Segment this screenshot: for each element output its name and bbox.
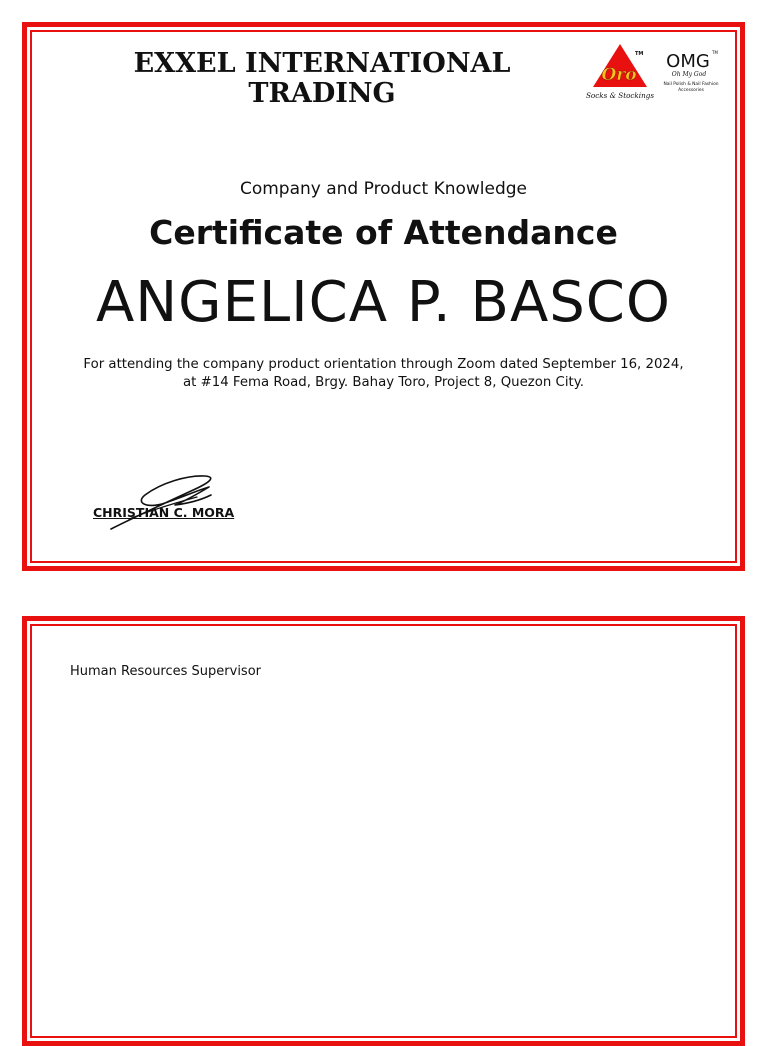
oro-logo-tagline: Socks & Stockings <box>585 91 655 100</box>
omg-logo-brand: OMG <box>666 51 710 72</box>
signatory-name: CHRISTIAN C. MORA <box>93 505 235 520</box>
certificate-title: Certificate of Attendance <box>149 213 618 252</box>
company-name: EXXEL INTERNATIONAL TRADING <box>133 49 511 106</box>
omg-logo-tagline-1: Nail Polish & Nail Fashion <box>663 82 719 87</box>
oro-logo <box>585 41 655 101</box>
recipient-name: ANGELICA P. BASCO <box>95 270 671 335</box>
handwritten-signature <box>105 467 215 531</box>
omg-logo-trademark: TM <box>712 50 718 55</box>
oro-logo-trademark: TM <box>635 51 644 57</box>
signature-stroke <box>111 476 211 529</box>
attendance-description <box>57 356 710 392</box>
certificate-page-1 <box>22 22 745 571</box>
omg-logo-script: Oh My God <box>671 71 707 78</box>
certificate-subtitle: Company and Product Knowledge <box>239 179 528 199</box>
signatory-title: Human Resources Supervisor <box>70 664 262 679</box>
omg-logo-tagline-2: Accessories <box>678 88 704 93</box>
oro-logo-brand: Oro <box>601 65 637 85</box>
description-line-2: at #14 Fema Road, Brgy. Bahay Toro, Project 8, Quezon City. <box>183 375 584 390</box>
omg-logo <box>659 47 723 97</box>
certificate-page-2 <box>22 616 745 1046</box>
description-line-1: For attending the company product orientation through Zoom dated September 16, 2024, <box>83 357 684 372</box>
